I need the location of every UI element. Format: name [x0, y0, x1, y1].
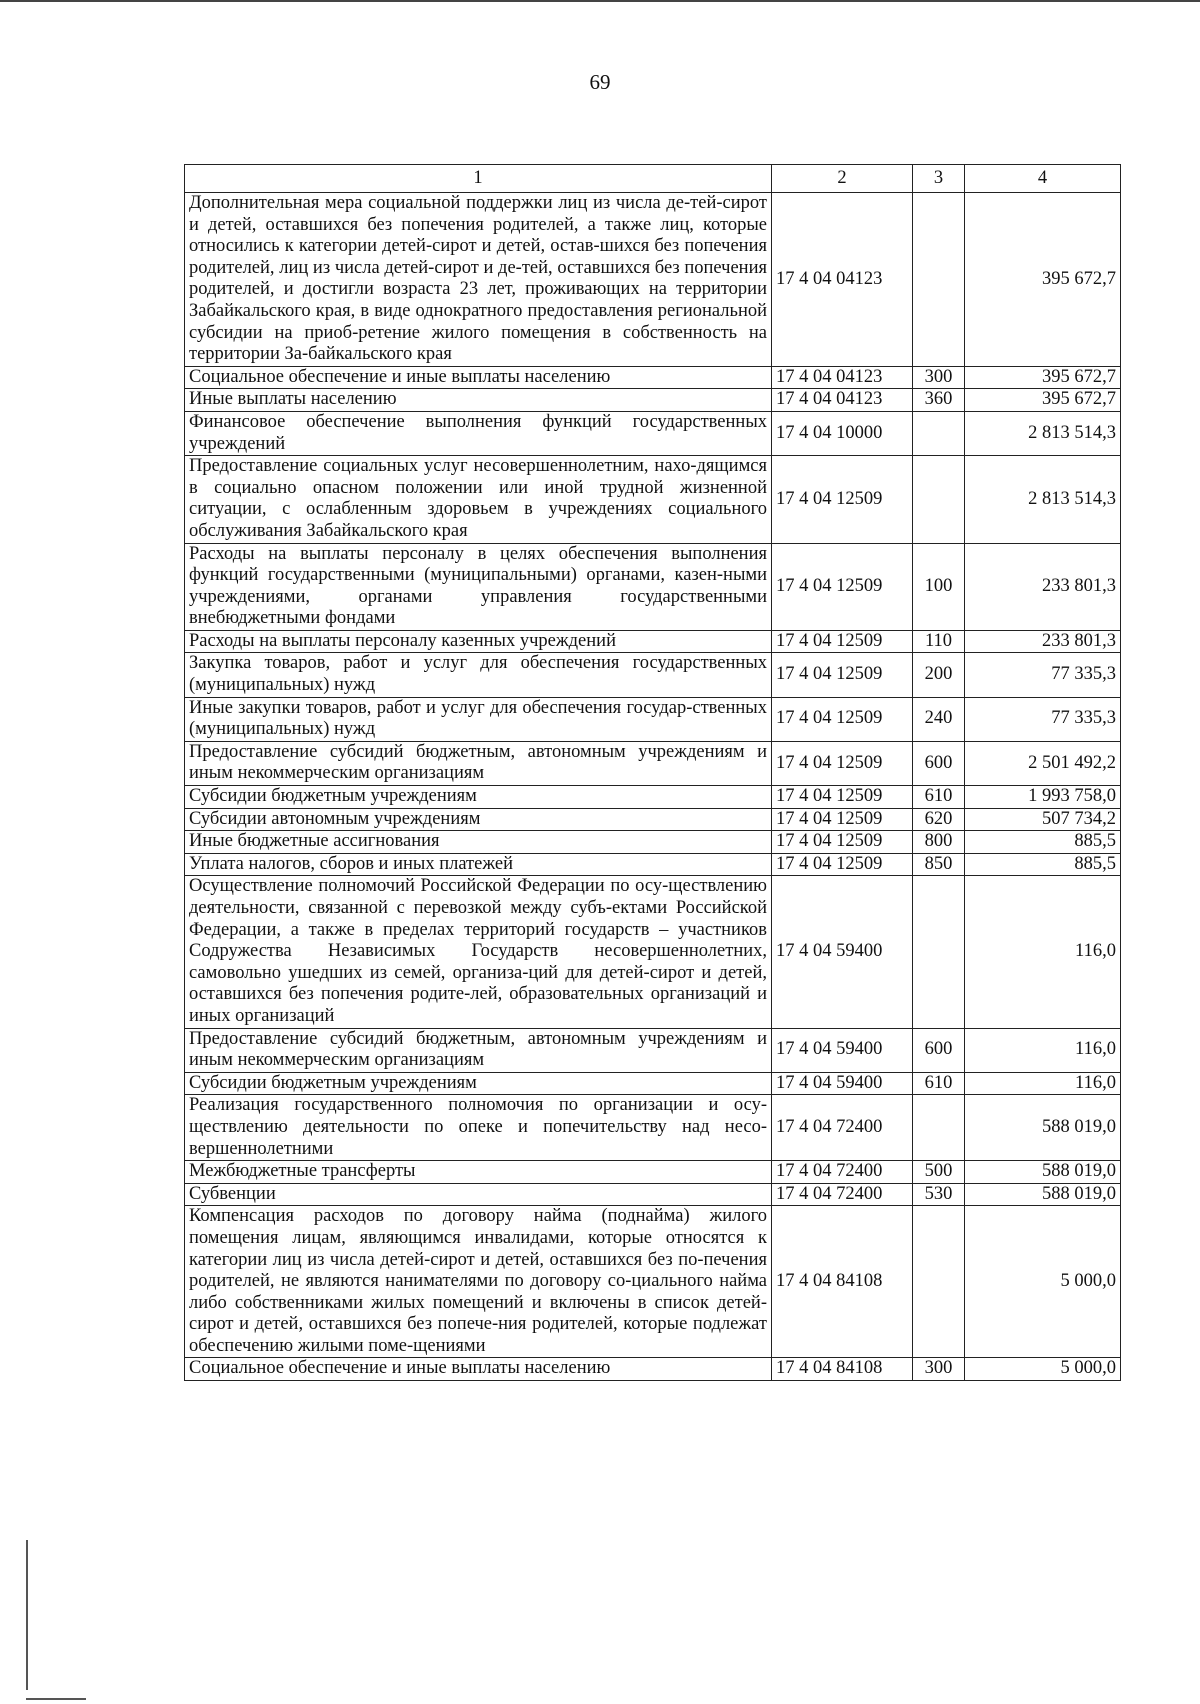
- row-description: Расходы на выплаты персоналу в целях обеспечения выполнения функций государственными (муниципальными) органами, казен-ными учреждениями, органами управления государственными внебюджетными фондами: [185, 543, 772, 630]
- row-amount: 588 019,0: [965, 1183, 1121, 1206]
- row-amount: 116,0: [965, 1028, 1121, 1072]
- row-description: Предоставление социальных услуг несовершеннолетним, нахо-дящимся в социально опасном положении или иной трудной жизненной ситуации, с ослабленным здоровьем в учреждениях социального обслуживания Забайкальского края: [185, 456, 772, 543]
- page-number: 69: [589, 70, 611, 94]
- table-row: [185, 853, 1121, 876]
- row-code: 17 4 04 59400: [772, 876, 913, 1028]
- row-type: 240: [913, 697, 965, 741]
- row-type: [913, 1095, 965, 1161]
- table-row: [185, 831, 1121, 854]
- header-col-2: 2: [772, 165, 913, 193]
- row-amount: 77 335,3: [965, 653, 1121, 697]
- row-description: Межбюджетные трансферты: [185, 1161, 772, 1184]
- table-body: [185, 193, 1121, 1381]
- row-amount: 588 019,0: [965, 1095, 1121, 1161]
- row-description: Расходы на выплаты персоналу казенных учреждений: [185, 630, 772, 653]
- header-row: [185, 165, 1121, 193]
- table-row: [185, 741, 1121, 785]
- row-type: 200: [913, 653, 965, 697]
- table-row: [185, 366, 1121, 389]
- table-row: [185, 389, 1121, 412]
- row-description: Социальное обеспечение и иные выплаты населению: [185, 1358, 772, 1381]
- row-code: 17 4 04 84108: [772, 1206, 913, 1358]
- row-description: Социальное обеспечение и иные выплаты населению: [185, 366, 772, 389]
- row-description: Субсидии бюджетным учреждениям: [185, 1072, 772, 1095]
- row-code: 17 4 04 12509: [772, 808, 913, 831]
- row-amount: 5 000,0: [965, 1358, 1121, 1381]
- row-type: 530: [913, 1183, 965, 1206]
- row-amount: 588 019,0: [965, 1161, 1121, 1184]
- row-code: 17 4 04 12509: [772, 853, 913, 876]
- header-col-3: 3: [913, 165, 965, 193]
- table-row: [185, 1206, 1121, 1358]
- row-type: 300: [913, 366, 965, 389]
- row-description: Предоставление субсидий бюджетным, автономным учреждениям и иным некоммерческим организациям: [185, 1028, 772, 1072]
- row-type: [913, 456, 965, 543]
- table-row: [185, 1028, 1121, 1072]
- table-row: [185, 1161, 1121, 1184]
- header-col-1: 1: [185, 165, 772, 193]
- row-code: 17 4 04 12509: [772, 697, 913, 741]
- row-type: 620: [913, 808, 965, 831]
- row-description: Осуществление полномочий Российской Федерации по осу-ществлению деятельности, связанной с перевозкой между субъ-ектами Российской Федерации, а также в пределах территорий государств – участников Содружества Независимых Государств несовершеннолетних, самовольно ушедших из семей, организа-ций для детей-сирот и детей, оставшихся без попечения родите-лей, образовательных организаций и иных организаций: [185, 876, 772, 1028]
- row-description: Субсидии бюджетным учреждениям: [185, 786, 772, 809]
- row-amount: 2 813 514,3: [965, 411, 1121, 455]
- row-code: 17 4 04 59400: [772, 1072, 913, 1095]
- row-type: 110: [913, 630, 965, 653]
- row-amount: 395 672,7: [965, 366, 1121, 389]
- row-amount: 885,5: [965, 853, 1121, 876]
- row-code: 17 4 04 12509: [772, 786, 913, 809]
- table-row: [185, 876, 1121, 1028]
- row-code: 17 4 04 12509: [772, 653, 913, 697]
- row-amount: 395 672,7: [965, 193, 1121, 367]
- row-amount: 116,0: [965, 1072, 1121, 1095]
- row-amount: 1 993 758,0: [965, 786, 1121, 809]
- table-row: [185, 630, 1121, 653]
- row-code: 17 4 04 12509: [772, 741, 913, 785]
- row-code: 17 4 04 12509: [772, 630, 913, 653]
- row-code: 17 4 04 12509: [772, 543, 913, 630]
- table-row: [185, 411, 1121, 455]
- table-row: [185, 786, 1121, 809]
- row-type: [913, 1206, 965, 1358]
- row-amount: 5 000,0: [965, 1206, 1121, 1358]
- row-type: 850: [913, 853, 965, 876]
- row-amount: 233 801,3: [965, 630, 1121, 653]
- row-type: [913, 411, 965, 455]
- row-type: 300: [913, 1358, 965, 1381]
- row-amount: 2 813 514,3: [965, 456, 1121, 543]
- row-code: 17 4 04 12509: [772, 456, 913, 543]
- row-amount: 233 801,3: [965, 543, 1121, 630]
- row-amount: 2 501 492,2: [965, 741, 1121, 785]
- row-description: Компенсация расходов по договору найма (поднайма) жилого помещения лицам, являющимся инвалидами, которые относятся к категории лиц из числа детей-сирот и детей, оставшихся без по-печения родителей, не являются нанимателями по договору со-циального найма либо собственниками жилых помещений и включены в список детей-сирот и детей, оставшихся без попече-ния родителей, которые подлежат обеспечению жилыми поме-щениями: [185, 1206, 772, 1358]
- row-amount: 885,5: [965, 831, 1121, 854]
- row-type: 100: [913, 543, 965, 630]
- row-description: Субвенции: [185, 1183, 772, 1206]
- row-description: Иные закупки товаров, работ и услуг для обеспечения государ-ственных (муниципальных) нужд: [185, 697, 772, 741]
- row-description: Реализация государственного полномочия по организации и осу-ществлению деятельности по опеке и попечительству над несо-вершеннолетними: [185, 1095, 772, 1161]
- row-code: 17 4 04 72400: [772, 1095, 913, 1161]
- row-amount: 116,0: [965, 876, 1121, 1028]
- table-row: [185, 193, 1121, 367]
- scan-corner-line: [26, 1698, 86, 1700]
- row-code: 17 4 04 12509: [772, 831, 913, 854]
- table-row: [185, 697, 1121, 741]
- row-type: [913, 193, 965, 367]
- row-code: 17 4 04 84108: [772, 1358, 913, 1381]
- row-type: 600: [913, 1028, 965, 1072]
- table-row: [185, 456, 1121, 543]
- row-type: 360: [913, 389, 965, 412]
- row-description: Уплата налогов, сборов и иных платежей: [185, 853, 772, 876]
- row-description: Иные выплаты населению: [185, 389, 772, 412]
- row-amount: 507 734,2: [965, 808, 1121, 831]
- row-code: 17 4 04 10000: [772, 411, 913, 455]
- row-type: [913, 876, 965, 1028]
- row-code: 17 4 04 04123: [772, 193, 913, 367]
- table-row: [185, 653, 1121, 697]
- row-type: 500: [913, 1161, 965, 1184]
- row-type: 610: [913, 786, 965, 809]
- table-row: [185, 1072, 1121, 1095]
- row-description: Иные бюджетные ассигнования: [185, 831, 772, 854]
- table-row: [185, 1095, 1121, 1161]
- row-type: 800: [913, 831, 965, 854]
- budget-table: [184, 164, 1121, 1381]
- scan-margin-line: [26, 1540, 28, 1690]
- row-code: 17 4 04 72400: [772, 1161, 913, 1184]
- row-description: Субсидии автономным учреждениям: [185, 808, 772, 831]
- table-row: [185, 543, 1121, 630]
- row-code: 17 4 04 04123: [772, 389, 913, 412]
- row-type: 610: [913, 1072, 965, 1095]
- row-amount: 395 672,7: [965, 389, 1121, 412]
- table-row: [185, 1183, 1121, 1206]
- table-row: [185, 1358, 1121, 1381]
- row-description: Закупка товаров, работ и услуг для обеспечения государственных (муниципальных) нужд: [185, 653, 772, 697]
- row-code: 17 4 04 04123: [772, 366, 913, 389]
- header-col-4: 4: [965, 165, 1121, 193]
- row-code: 17 4 04 72400: [772, 1183, 913, 1206]
- row-type: 600: [913, 741, 965, 785]
- table-row: [185, 808, 1121, 831]
- row-amount: 77 335,3: [965, 697, 1121, 741]
- row-code: 17 4 04 59400: [772, 1028, 913, 1072]
- row-description: Дополнительная мера социальной поддержки лиц из числа де-тей-сирот и детей, оставшихся без попечения родителей, а также лиц, которые относились к категории детей-сирот и детей, остав-шихся без попечения родителей, лиц из числа детей-сирот и де-тей, оставшихся без попечения родителей, и достигли возраста 23 лет, проживающих на территории Забайкальского края, в виде однократного предоставления региональной субсидии на приоб-ретение жилого помещения в собственность на территории За-байкальского края: [185, 193, 772, 367]
- row-description: Финансовое обеспечение выполнения функций государственных учреждений: [185, 411, 772, 455]
- scan-top-edge: [0, 0, 1200, 2]
- row-description: Предоставление субсидий бюджетным, автономным учреждениям и иным некоммерческим организациям: [185, 741, 772, 785]
